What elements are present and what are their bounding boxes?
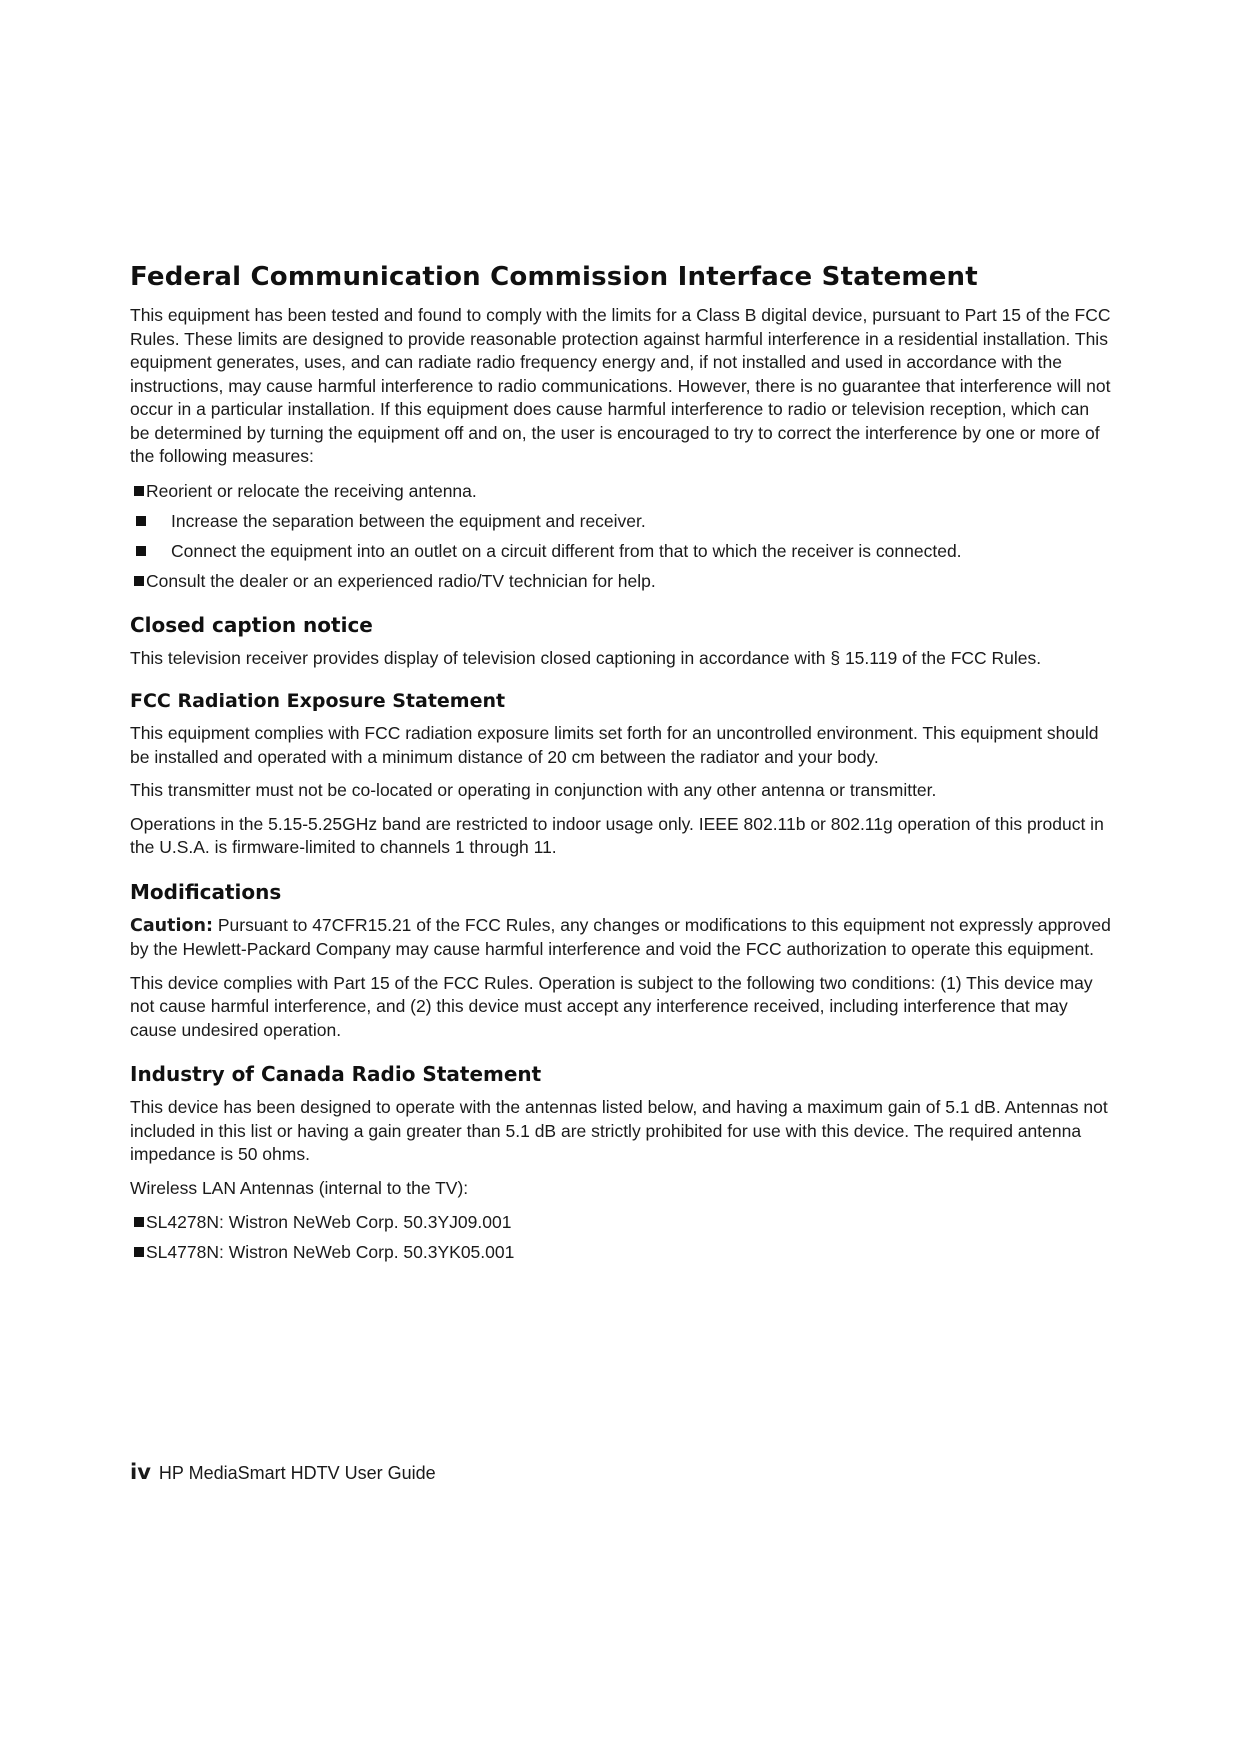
measures-list (134, 479, 1112, 593)
antenna-list (134, 1210, 1112, 1264)
page-title: Federal Communication Commission Interface Statement (130, 262, 978, 292)
radiation-paragraph-1: This equipment complies with FCC radiation exposure limits set forth for an uncontrolled environment. This equipment should be installed and operated with a minimum distance of 20 cm between the radiator and your body. (130, 723, 1099, 767)
list-item: SL4278N: Wistron NeWeb Corp. 50.3YJ09.001 (134, 1210, 1112, 1234)
canada-paragraph-1: This device has been designed to operate with the antennas listed below, and having a maximum gain of 5.1 dB. Antennas not included in this list or having a gain greater than 5.1 dB are strictly prohibited for use with this device. The required antenna impedance is 50 ohms. (130, 1097, 1108, 1164)
list-item: Connect the equipment into an outlet on a circuit different from that to which the receiver is connected. (134, 539, 1112, 563)
guide-title: HP MediaSmart HDTV User Guide (158, 1463, 436, 1483)
bullet-square-icon (134, 576, 144, 586)
closed-caption-text: This television receiver provides display of television closed captioning in accordance with § 15.119 of the FCC Rules. (130, 647, 1042, 668)
radiation-paragraph-2: This transmitter must not be co-located or operating in conjunction with any other antenna or transmitter. (130, 780, 937, 800)
page-footer (130, 1460, 436, 1484)
radiation-paragraph-3: Operations in the 5.15-5.25GHz band are restricted to indoor usage only. IEEE 802.11b or 802.11g operation of this product in the U.S.A. is firmware-limited to channels 1 through 11. (130, 813, 1104, 857)
list-item: SL4778N: Wistron NeWeb Corp. 50.3YK05.001 (134, 1240, 1112, 1264)
modifications-heading: Modifications (130, 879, 282, 904)
list-item: Increase the separation between the equipment and receiver. (134, 509, 1112, 533)
document-page (130, 262, 1112, 1270)
bullet-square-icon (136, 546, 146, 556)
list-item: Reorient or relocate the receiving antenna. (134, 479, 1112, 503)
canada-paragraph-2: Wireless LAN Antennas (internal to the TV): (130, 1177, 469, 1198)
closed-caption-heading: Closed caption notice (130, 612, 373, 637)
bullet-square-icon (134, 486, 144, 496)
modifications-paragraph-2: This device complies with Part 15 of the FCC Rules. Operation is subject to the following two conditions: (1) This device may not cause harmful interference, and (2) this device must accept any interference received, including interference that may cause undesired operation. (130, 972, 1093, 1040)
radiation-heading: FCC Radiation Exposure Statement (130, 690, 506, 712)
bullet-square-icon (134, 1217, 144, 1227)
caution-text: Pursuant to 47CFR15.21 of the FCC Rules, any changes or modifications to this equipment not expressly approved by the Hewlett-Packard Company may cause harmful interference and void the FCC authorization to operate this equipment. (130, 914, 1111, 959)
caution-label: Caution: (130, 915, 213, 936)
bullet-square-icon (134, 1247, 144, 1257)
fcc-intro-paragraph: This equipment has been tested and found to comply with the limits for a Class B digital device, pursuant to Part 15 of the FCC Rules. These limits are designed to provide reasonable protection against harmful interference in a residential installation. This equipment generates, uses, and can radiate radio frequency energy and, if not installed and used in accordance with the instructions, may cause harmful interference to radio communications. However, there is no guarantee that interference will not occur in a particular installation. If this equipment does cause harmful interference to radio or television reception, which can be determined by turning the equipment off and on, the user is encouraged to try to correct the interference by one or more of the following measures: (130, 305, 1111, 466)
caution-paragraph (130, 914, 1112, 962)
canada-heading: Industry of Canada Radio Statement (130, 1062, 542, 1086)
list-item: Consult the dealer or an experienced radio/TV technician for help. (134, 569, 1112, 593)
page-number: iv (130, 1460, 151, 1484)
bullet-square-icon (136, 516, 146, 526)
